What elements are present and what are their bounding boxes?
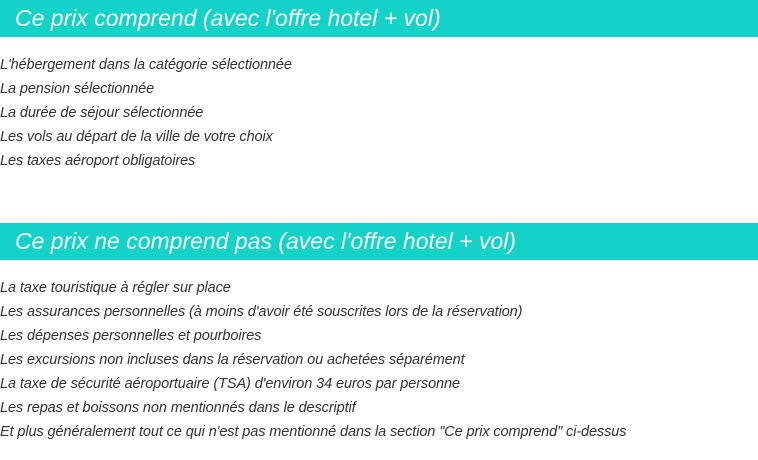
list-item: Les repas et boissons non mentionnés dans le descriptif bbox=[0, 400, 356, 416]
excluded-section-title: Ce prix ne comprend pas (avec l'offre hotel + vol) bbox=[0, 223, 758, 260]
excluded-list bbox=[0, 276, 626, 444]
list-item: La taxe de sécurité aéroportuaire (TSA) d'environ 34 euros par personne bbox=[0, 376, 460, 392]
list-item: Les assurances personnelles (à moins d'avoir été souscrites lors de la réservation) bbox=[0, 304, 523, 320]
list-item: Et plus généralement tout ce qui n'est pas mentionné dans la section "Ce prix comprend" ci-dessus bbox=[0, 424, 627, 440]
list-item: Les taxes aéroport obligatoires bbox=[0, 153, 196, 169]
list-item: L'hébergement dans la catégorie sélectionnée bbox=[0, 57, 292, 73]
list-item: Les vols au départ de la ville de votre choix bbox=[0, 129, 273, 145]
list-item: Les excursions non incluses dans la réservation ou achetées séparément bbox=[0, 352, 465, 368]
list-item: Les dépenses personnelles et pourboires bbox=[0, 328, 262, 344]
list-item: La taxe touristique à régler sur place bbox=[0, 280, 231, 296]
included-section-title: Ce prix comprend (avec l'offre hotel + vol) bbox=[0, 0, 758, 37]
list-item: La pension sélectionnée bbox=[0, 81, 155, 97]
list-item: La durée de séjour sélectionnée bbox=[0, 105, 204, 121]
included-list bbox=[0, 53, 292, 173]
